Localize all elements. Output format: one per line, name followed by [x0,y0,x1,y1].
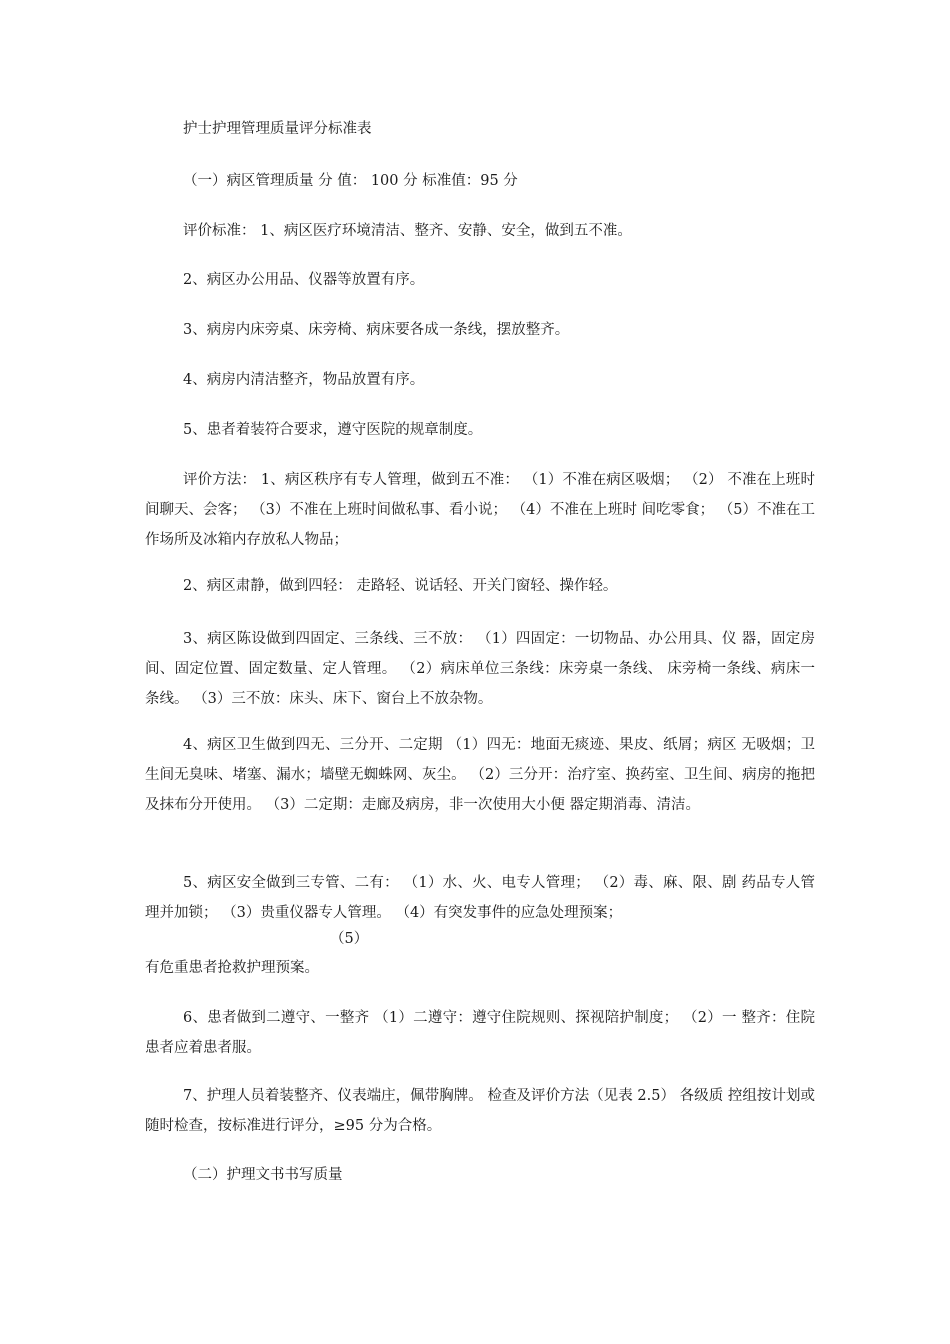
method-paragraph-4: 4、病区卫生做到四无、三分开、二定期 （1）四无：地面无痰迹、果皮、纸屑；病区 无吸烟；卫生间无臭味、堵塞、漏水；墙壁无蜘蛛网、灰尘。 （2）三分开：治疗室、换药室、卫生间、病房的拖把及抹布分开使用。 （3）二定期：走廊及病房，非一次使用大小便 器定期消毒、清洁。 [145,737,815,813]
method-paragraph-5-number: （5） [330,931,369,947]
section-1-heading: （一）病区管理质量 分 值： 100 分 标准值：95 分 [183,173,518,189]
method-paragraph-5-tail: 有危重患者抢救护理预案。 [145,960,319,976]
document-title: 护士护理管理质量评分标准表 [183,121,372,137]
criteria-item-5: 5、患者着装符合要求，遵守医院的规章制度。 [183,422,483,438]
method-paragraph-7: 7、护理人员着装整齐、仪表端庄，佩带胸牌。 检查及评价方法（见表 2.5） 各级质 控组按计划或随时检查，按标准进行评分，≥95 分为合格。 [145,1088,815,1134]
section-2-heading: （二）护理文书书写质量 [183,1167,343,1183]
method-paragraph-5: 5、病区安全做到三专管、二有： （1）水、火、电专人管理； （2）毒、麻、限、剧 药品专人管理并加锁； （3）贵重仪器专人管理。 （4）有突发事件的应急处理预案； [145,875,815,921]
method-paragraph-2: 2、病区肃静，做到四轻： 走路轻、说话轻、开关门窗轻、操作轻。 [183,578,618,594]
method-paragraph-1: 评价方法： 1、病区秩序有专人管理，做到五不准： （1）不准在病区吸烟； （2） 不准在上班时间聊天、会客； （3）不准在上班时间做私事、看小说； （4）不准在上班时 间吃零食； （5）不准在工作场所及冰箱内存放私人物品； [145,472,815,548]
criteria-item-4: 4、病房内清洁整齐，物品放置有序。 [183,372,425,388]
criteria-item-2: 2、病区办公用品、仪器等放置有序。 [183,272,425,288]
method-paragraph-6: 6、患者做到二遵守、一整齐 （1）二遵守：遵守住院规则、探视陪护制度； （2）一 整齐：住院患者应着患者服。 [145,1010,815,1056]
criteria-intro: 评价标准： 1、病区医疗环境清洁、整齐、安静、安全，做到五不准。 [183,223,632,239]
method-paragraph-3: 3、病区陈设做到四固定、三条线、三不放： （1）四固定：一切物品、办公用具、仪 器，固定房间、固定位置、固定数量、定人管理。 （2）病床单位三条线：床旁桌一条线、 床旁椅一条线、病床一条线。 （3）三不放：床头、床下、窗台上不放杂物。 [145,631,815,707]
criteria-item-3: 3、病房内床旁桌、床旁椅、病床要各成一条线，摆放整齐。 [183,322,570,338]
